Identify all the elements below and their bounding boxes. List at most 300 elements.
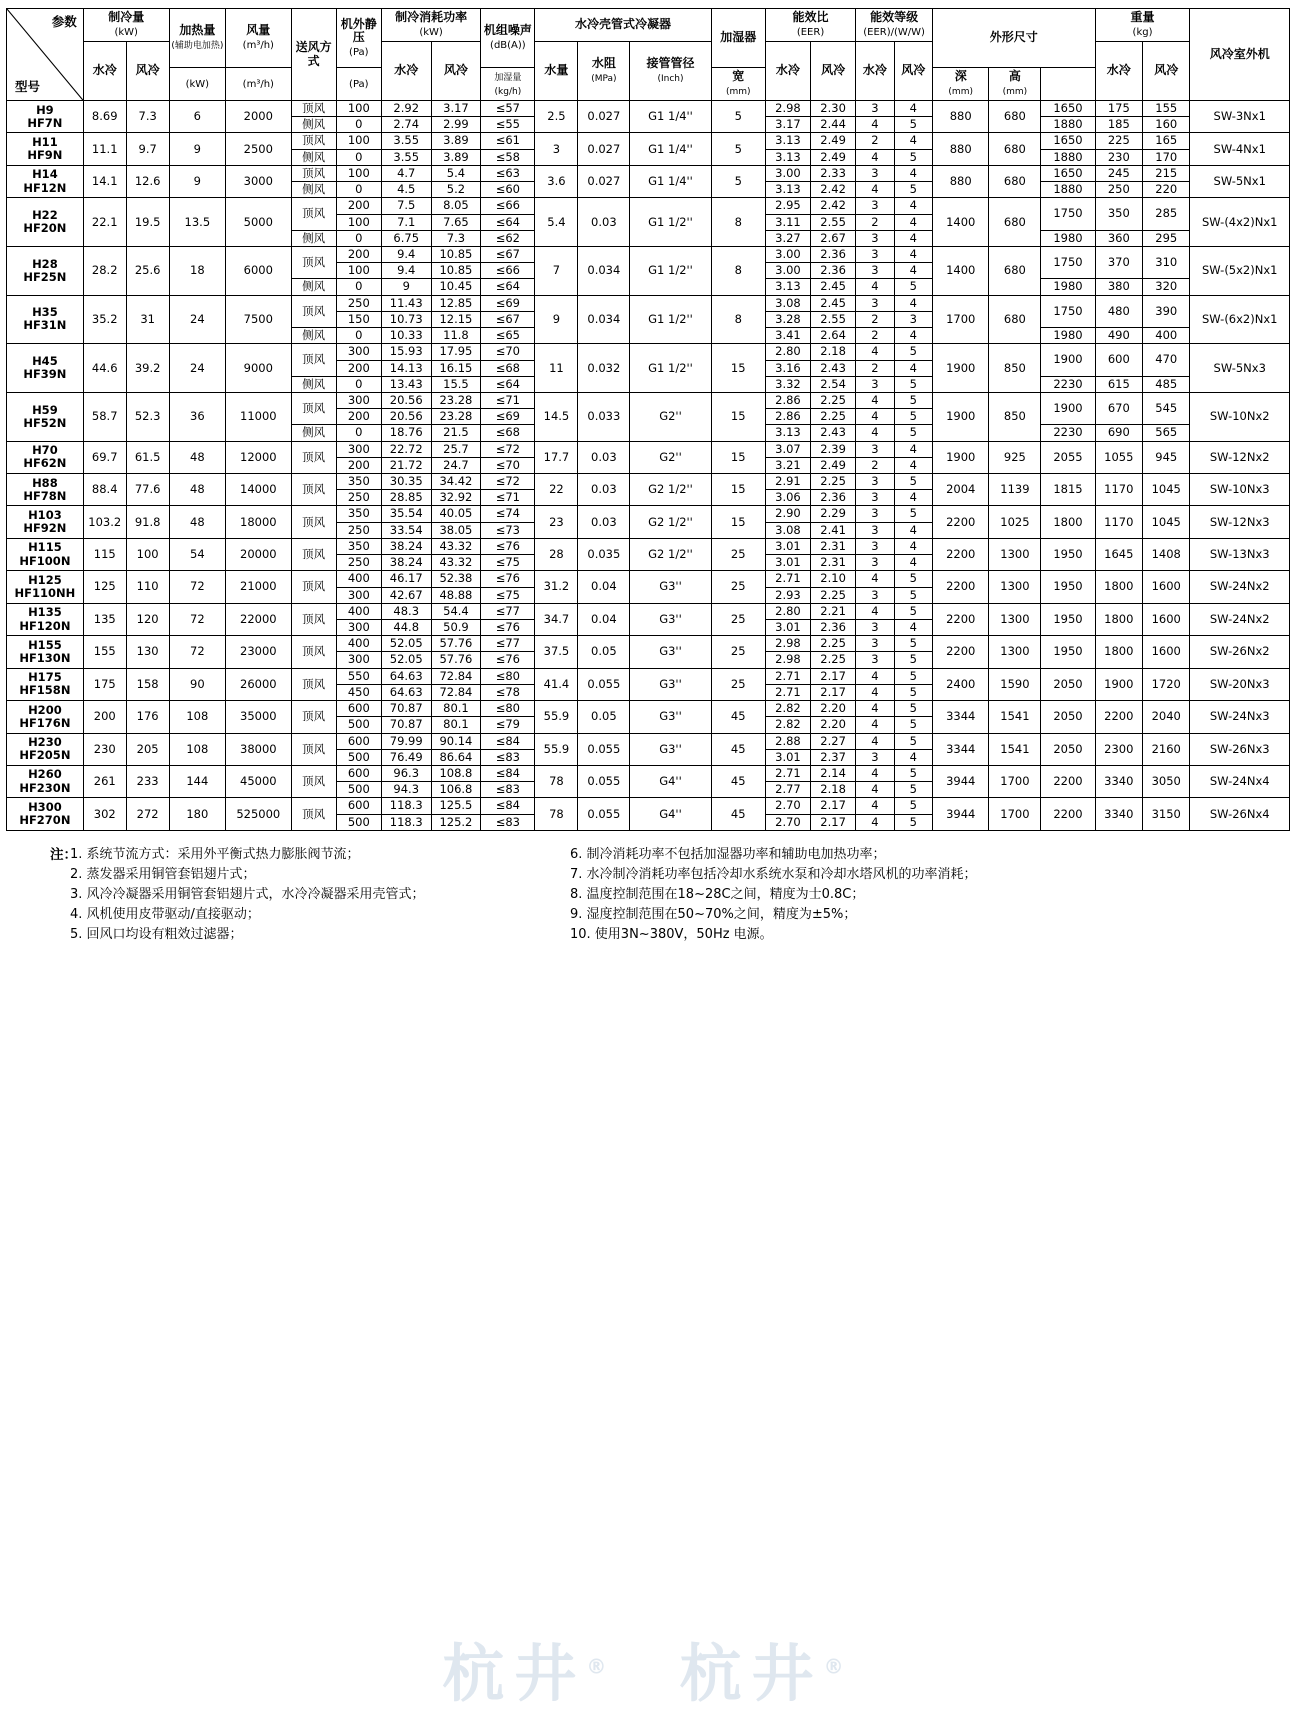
cell-static-pressure: 200 <box>336 198 381 214</box>
header-power-consumption: 制冷消耗功率 (kW) <box>381 9 480 42</box>
cell-eer-air: 2.49 <box>811 149 856 165</box>
cell-cooling-air: 205 <box>126 733 169 765</box>
cell-water-resistance: 0.03 <box>578 441 630 473</box>
table-row <box>7 668 1290 684</box>
cell-grade-air: 5 <box>894 603 932 619</box>
cell-noise: ≤65 <box>481 328 535 344</box>
cell-blow-mode: 顶风 <box>291 295 336 327</box>
cell-weight-air: 1408 <box>1143 538 1190 570</box>
cell-grade-air: 4 <box>894 295 932 311</box>
cell-dim-height: 2050 <box>1041 733 1095 765</box>
cell-weight-water: 1900 <box>1095 668 1142 700</box>
cell-humidifier: 5 <box>711 165 765 197</box>
table-header <box>7 9 1290 101</box>
cell-weight-water: 185 <box>1095 117 1142 133</box>
cell-static-pressure: 250 <box>336 555 381 571</box>
cell-blow-mode: 顶风 <box>291 246 336 278</box>
cell-power-air: 3.89 <box>431 149 481 165</box>
cell-weight-water: 1800 <box>1095 603 1142 635</box>
cell-pipe-diameter: G4'' <box>630 765 711 797</box>
cell-noise: ≤77 <box>481 636 535 652</box>
cell-noise: ≤61 <box>481 133 535 149</box>
cell-power-water: 70.87 <box>381 701 431 717</box>
cell-eer-air: 2.17 <box>811 814 856 830</box>
cell-eer-air: 2.33 <box>811 165 856 181</box>
cell-pipe-diameter: G1 1/2'' <box>630 295 711 344</box>
cell-dim-width: 880 <box>932 101 988 133</box>
cell-dim-height: 1900 <box>1041 392 1095 424</box>
cell-blow-mode: 顶风 <box>291 133 336 149</box>
cell-grade-air: 5 <box>894 587 932 603</box>
cell-eer-water: 3.08 <box>765 295 810 311</box>
cell-noise: ≤64 <box>481 376 535 392</box>
cell-eer-water: 3.07 <box>765 441 810 457</box>
cell-humidifier: 8 <box>711 198 765 247</box>
cell-humidifier: 45 <box>711 798 765 830</box>
cell-static-pressure: 550 <box>336 668 381 684</box>
cell-power-water: 20.56 <box>381 392 431 408</box>
cell-static-pressure: 600 <box>336 733 381 749</box>
cell-grade-air: 5 <box>894 425 932 441</box>
cell-power-water: 9.4 <box>381 263 431 279</box>
cell-dim-width: 2200 <box>932 571 988 603</box>
cell-grade-air: 5 <box>894 344 932 360</box>
cell-noise: ≤77 <box>481 603 535 619</box>
cell-power-air: 72.84 <box>431 684 481 700</box>
cell-eer-air: 2.44 <box>811 117 856 133</box>
header-weight-air: 风冷 <box>1143 41 1190 100</box>
cell-weight-water: 1055 <box>1095 441 1142 473</box>
header-cooling-air: 风冷 <box>126 41 169 100</box>
cell-heating: 180 <box>169 798 225 830</box>
cell-eer-air: 2.25 <box>811 652 856 668</box>
cell-weight-water: 175 <box>1095 101 1142 117</box>
cell-dim-depth: 1300 <box>989 603 1041 635</box>
cell-model: H59 HF52N <box>7 392 84 441</box>
cell-humidifier: 25 <box>711 538 765 570</box>
cell-eer-air: 2.67 <box>811 230 856 246</box>
cell-dim-height: 1650 <box>1041 101 1095 117</box>
cell-heating: 108 <box>169 733 225 765</box>
cell-dim-height: 1880 <box>1041 182 1095 198</box>
cell-static-pressure: 200 <box>336 246 381 262</box>
cell-noise: ≤69 <box>481 295 535 311</box>
cell-dim-width: 1900 <box>932 392 988 441</box>
cell-heating: 72 <box>169 571 225 603</box>
cell-humidifier: 15 <box>711 474 765 506</box>
cell-weight-water: 360 <box>1095 230 1142 246</box>
cell-air-volume: 18000 <box>226 506 291 538</box>
cell-eer-water: 2.70 <box>765 814 810 830</box>
table-row <box>7 133 1290 149</box>
cell-eer-water: 3.17 <box>765 117 810 133</box>
cell-static-pressure: 300 <box>336 392 381 408</box>
cell-grade-water: 3 <box>856 474 894 490</box>
cell-dim-width: 3944 <box>932 798 988 830</box>
cell-pipe-diameter: G2'' <box>630 441 711 473</box>
cell-dim-depth: 850 <box>989 344 1041 393</box>
cell-water-flow: 31.2 <box>535 571 578 603</box>
cell-cooling-air: 91.8 <box>126 506 169 538</box>
header-air-volume: 风量 (m³/h) <box>226 9 291 68</box>
header-dim-height: 高 (mm) <box>989 68 1041 101</box>
cell-grade-water: 2 <box>856 133 894 149</box>
cell-grade-water: 4 <box>856 149 894 165</box>
cell-cooling-air: 52.3 <box>126 392 169 441</box>
cell-eer-air: 2.14 <box>811 765 856 781</box>
cell-eer-air: 2.17 <box>811 668 856 684</box>
cell-grade-air: 4 <box>894 457 932 473</box>
cell-eer-air: 2.39 <box>811 441 856 457</box>
cell-static-pressure: 0 <box>336 425 381 441</box>
cell-grade-water: 3 <box>856 587 894 603</box>
cell-eer-water: 3.00 <box>765 165 810 181</box>
cell-noise: ≤83 <box>481 782 535 798</box>
cell-power-air: 15.5 <box>431 376 481 392</box>
cell-pipe-diameter: G3'' <box>630 668 711 700</box>
cell-power-air: 125.2 <box>431 814 481 830</box>
cell-power-water: 70.87 <box>381 717 431 733</box>
cell-outdoor-unit: SW-24Nx4 <box>1190 765 1290 797</box>
cell-eer-water: 2.90 <box>765 506 810 522</box>
cell-eer-air: 2.31 <box>811 555 856 571</box>
header-noise: 机组噪声 (dB(A)) <box>481 9 535 68</box>
cell-weight-air: 285 <box>1143 198 1190 230</box>
cell-power-air: 50.9 <box>431 620 481 636</box>
cell-weight-air: 160 <box>1143 117 1190 133</box>
cell-dim-height: 2230 <box>1041 425 1095 441</box>
cell-static-pressure: 500 <box>336 782 381 798</box>
cell-blow-mode: 顶风 <box>291 636 336 668</box>
cell-grade-water: 4 <box>856 668 894 684</box>
cell-static-pressure: 0 <box>336 117 381 133</box>
cell-heating: 36 <box>169 392 225 441</box>
cell-eer-water: 2.70 <box>765 798 810 814</box>
cell-weight-air: 2160 <box>1143 733 1190 765</box>
note-item: 2. 蒸发器采用铜管套铝翅片式； <box>70 866 256 882</box>
cell-pipe-diameter: G1 1/4'' <box>630 101 711 133</box>
cell-grade-water: 3 <box>856 165 894 181</box>
cell-blow-mode: 侧风 <box>291 279 336 295</box>
cell-pipe-diameter: G3'' <box>630 733 711 765</box>
cell-water-flow: 9 <box>535 295 578 344</box>
cell-power-air: 108.8 <box>431 765 481 781</box>
cell-static-pressure: 0 <box>336 230 381 246</box>
cell-water-flow: 17.7 <box>535 441 578 473</box>
header-air-unit: (m³/h) <box>226 68 291 101</box>
cell-power-air: 11.8 <box>431 328 481 344</box>
cell-cooling-water: 230 <box>83 733 126 765</box>
cell-model: H103 HF92N <box>7 506 84 538</box>
cell-model: H88 HF78N <box>7 474 84 506</box>
cell-blow-mode: 顶风 <box>291 198 336 230</box>
cell-weight-water: 370 <box>1095 246 1142 278</box>
cell-weight-air: 220 <box>1143 182 1190 198</box>
cell-grade-water: 4 <box>856 603 894 619</box>
cell-eer-air: 2.25 <box>811 392 856 408</box>
cell-weight-air: 2040 <box>1143 701 1190 733</box>
cell-grade-water: 4 <box>856 798 894 814</box>
cell-power-air: 12.85 <box>431 295 481 311</box>
cell-outdoor-unit: SW-26Nx2 <box>1190 636 1290 668</box>
cell-dim-height: 1815 <box>1041 474 1095 506</box>
cell-eer-water: 2.82 <box>765 717 810 733</box>
cell-weight-air: 1045 <box>1143 506 1190 538</box>
cell-cooling-air: 77.6 <box>126 474 169 506</box>
cell-weight-air: 295 <box>1143 230 1190 246</box>
cell-dim-height: 1980 <box>1041 328 1095 344</box>
cell-grade-air: 4 <box>894 165 932 181</box>
cell-power-water: 4.5 <box>381 182 431 198</box>
cell-model: H70 HF62N <box>7 441 84 473</box>
cell-cooling-water: 175 <box>83 668 126 700</box>
cell-outdoor-unit: SW-12Nx2 <box>1190 441 1290 473</box>
cell-humidifier: 25 <box>711 668 765 700</box>
cell-grade-air: 5 <box>894 392 932 408</box>
cell-humidifier: 25 <box>711 571 765 603</box>
cell-power-air: 23.28 <box>431 409 481 425</box>
cell-noise: ≤84 <box>481 765 535 781</box>
cell-power-water: 7.5 <box>381 198 431 214</box>
cell-model: H14 HF12N <box>7 165 84 197</box>
cell-power-air: 3.17 <box>431 101 481 117</box>
cell-grade-air: 5 <box>894 652 932 668</box>
cell-cooling-water: 103.2 <box>83 506 126 538</box>
cell-power-air: 10.45 <box>431 279 481 295</box>
cell-grade-water: 4 <box>856 182 894 198</box>
cell-heating: 108 <box>169 701 225 733</box>
cell-grade-water: 4 <box>856 684 894 700</box>
header-outdoor-unit: 风冷室外机 <box>1190 9 1290 101</box>
cell-noise: ≤71 <box>481 392 535 408</box>
cell-blow-mode: 侧风 <box>291 149 336 165</box>
cell-water-resistance: 0.055 <box>578 765 630 797</box>
cell-static-pressure: 200 <box>336 409 381 425</box>
cell-eer-air: 2.25 <box>811 587 856 603</box>
cell-blow-mode: 侧风 <box>291 328 336 344</box>
cell-weight-water: 480 <box>1095 295 1142 327</box>
cell-power-water: 46.17 <box>381 571 431 587</box>
cell-static-pressure: 0 <box>336 149 381 165</box>
cell-cooling-air: 110 <box>126 571 169 603</box>
notes-section <box>6 845 1290 946</box>
cell-cooling-water: 35.2 <box>83 295 126 344</box>
cell-eer-air: 2.45 <box>811 279 856 295</box>
cell-weight-air: 3050 <box>1143 765 1190 797</box>
cell-power-air: 43.32 <box>431 538 481 554</box>
cell-weight-water: 670 <box>1095 392 1142 424</box>
cell-model: H11 HF9N <box>7 133 84 165</box>
cell-static-pressure: 300 <box>336 344 381 360</box>
cell-dim-height: 1750 <box>1041 295 1095 327</box>
cell-grade-air: 5 <box>894 684 932 700</box>
cell-eer-air: 2.17 <box>811 684 856 700</box>
cell-weight-air: 1600 <box>1143 571 1190 603</box>
cell-power-air: 12.15 <box>431 311 481 327</box>
cell-grade-water: 4 <box>856 765 894 781</box>
cell-grade-air: 4 <box>894 101 932 117</box>
cell-eer-air: 2.49 <box>811 457 856 473</box>
cell-humidifier: 8 <box>711 246 765 295</box>
cell-air-volume: 5000 <box>226 198 291 247</box>
cell-model: H230 HF205N <box>7 733 84 765</box>
cell-power-water: 28.85 <box>381 490 431 506</box>
cell-dim-height: 1980 <box>1041 230 1095 246</box>
cell-dim-height: 1880 <box>1041 149 1095 165</box>
cell-dim-depth: 680 <box>989 295 1041 344</box>
cell-noise: ≤76 <box>481 571 535 587</box>
cell-power-water: 9 <box>381 279 431 295</box>
cell-power-air: 52.38 <box>431 571 481 587</box>
cell-grade-air: 5 <box>894 798 932 814</box>
cell-eer-air: 2.25 <box>811 474 856 490</box>
cell-power-water: 2.74 <box>381 117 431 133</box>
header-dim-width: 宽 (mm) <box>711 68 765 101</box>
cell-water-flow: 2.5 <box>535 101 578 133</box>
cell-eer-air: 2.27 <box>811 733 856 749</box>
cell-grade-water: 2 <box>856 214 894 230</box>
cell-dim-depth: 1139 <box>989 474 1041 506</box>
cell-static-pressure: 200 <box>336 360 381 376</box>
cell-grade-air: 4 <box>894 749 932 765</box>
cell-grade-water: 4 <box>856 782 894 798</box>
cell-grade-water: 3 <box>856 295 894 311</box>
cell-cooling-water: 200 <box>83 701 126 733</box>
cell-humidifier: 15 <box>711 392 765 441</box>
cell-static-pressure: 500 <box>336 749 381 765</box>
cell-static-pressure: 300 <box>336 441 381 457</box>
cell-blow-mode: 顶风 <box>291 701 336 733</box>
cell-eer-water: 2.86 <box>765 392 810 408</box>
cell-dim-height: 1750 <box>1041 246 1095 278</box>
cell-dim-width: 2200 <box>932 506 988 538</box>
cell-air-volume: 9000 <box>226 344 291 393</box>
note-item: 5. 回风口均设有粗效过滤器； <box>70 927 243 943</box>
cell-power-air: 54.4 <box>431 603 481 619</box>
cell-noise: ≤84 <box>481 733 535 749</box>
cell-noise: ≤63 <box>481 165 535 181</box>
header-eer-water: 水冷 <box>765 41 810 100</box>
cell-eer-water: 3.00 <box>765 246 810 262</box>
cell-outdoor-unit: SW-13Nx3 <box>1190 538 1290 570</box>
cell-heating: 9 <box>169 133 225 165</box>
cell-power-water: 13.43 <box>381 376 431 392</box>
cell-eer-water: 3.13 <box>765 425 810 441</box>
cell-weight-water: 3340 <box>1095 765 1142 797</box>
cell-eer-water: 3.21 <box>765 457 810 473</box>
cell-power-water: 42.67 <box>381 587 431 603</box>
cell-model: H9 HF7N <box>7 101 84 133</box>
cell-grade-air: 4 <box>894 538 932 554</box>
cell-power-air: 23.28 <box>431 392 481 408</box>
cell-eer-water: 3.27 <box>765 230 810 246</box>
cell-water-flow: 37.5 <box>535 636 578 668</box>
cell-weight-water: 1170 <box>1095 474 1142 506</box>
cell-blow-mode: 顶风 <box>291 798 336 830</box>
cell-eer-air: 2.30 <box>811 101 856 117</box>
cell-dim-depth: 1590 <box>989 668 1041 700</box>
cell-model: H115 HF100N <box>7 538 84 570</box>
cell-blow-mode: 顶风 <box>291 571 336 603</box>
table-row <box>7 101 1290 117</box>
cell-dim-width: 1700 <box>932 295 988 344</box>
cell-eer-air: 2.43 <box>811 425 856 441</box>
cell-power-water: 20.56 <box>381 409 431 425</box>
cell-cooling-water: 155 <box>83 636 126 668</box>
cell-static-pressure: 300 <box>336 587 381 603</box>
cell-noise: ≤64 <box>481 279 535 295</box>
cell-heating: 48 <box>169 506 225 538</box>
cell-noise: ≤83 <box>481 814 535 830</box>
cell-power-air: 38.05 <box>431 522 481 538</box>
cell-eer-air: 2.45 <box>811 295 856 311</box>
cell-weight-water: 1170 <box>1095 506 1142 538</box>
cell-power-air: 8.05 <box>431 198 481 214</box>
cell-dim-depth: 850 <box>989 392 1041 441</box>
cell-grade-air: 4 <box>894 263 932 279</box>
cell-heating: 144 <box>169 765 225 797</box>
cell-power-water: 64.63 <box>381 684 431 700</box>
cell-static-pressure: 400 <box>336 571 381 587</box>
cell-power-air: 7.3 <box>431 230 481 246</box>
cell-noise: ≤64 <box>481 214 535 230</box>
cell-outdoor-unit: SW-12Nx3 <box>1190 506 1290 538</box>
cell-air-volume: 3000 <box>226 165 291 197</box>
cell-cooling-air: 31 <box>126 295 169 344</box>
cell-eer-water: 3.13 <box>765 182 810 198</box>
cell-water-resistance: 0.04 <box>578 571 630 603</box>
cell-static-pressure: 200 <box>336 457 381 473</box>
cell-noise: ≤60 <box>481 182 535 198</box>
cell-dim-height: 2055 <box>1041 441 1095 473</box>
cell-cooling-air: 158 <box>126 668 169 700</box>
cell-grade-water: 4 <box>856 392 894 408</box>
cell-dim-depth: 1300 <box>989 571 1041 603</box>
cell-grade-air: 4 <box>894 230 932 246</box>
cell-dim-width: 3344 <box>932 701 988 733</box>
cell-power-water: 10.33 <box>381 328 431 344</box>
cell-blow-mode: 顶风 <box>291 765 336 797</box>
cell-grade-water: 4 <box>856 425 894 441</box>
header-heating-capacity: 加热量 (辅助电加热) <box>169 9 225 68</box>
cell-blow-mode: 顶风 <box>291 506 336 538</box>
cell-power-air: 34.42 <box>431 474 481 490</box>
cell-heating: 72 <box>169 636 225 668</box>
cell-pipe-diameter: G1 1/4'' <box>630 165 711 197</box>
cell-dim-width: 2200 <box>932 538 988 570</box>
cell-noise: ≤71 <box>481 490 535 506</box>
cell-static-pressure: 100 <box>336 263 381 279</box>
cell-weight-air: 155 <box>1143 101 1190 117</box>
cell-cooling-air: 176 <box>126 701 169 733</box>
cell-air-volume: 525000 <box>226 798 291 830</box>
cell-pipe-diameter: G3'' <box>630 571 711 603</box>
specification-table <box>6 8 1290 831</box>
cell-dim-depth: 1700 <box>989 798 1041 830</box>
cell-power-air: 57.76 <box>431 636 481 652</box>
cell-pipe-diameter: G1 1/2'' <box>630 198 711 247</box>
cell-eer-water: 3.01 <box>765 555 810 571</box>
cell-water-resistance: 0.03 <box>578 198 630 247</box>
cell-noise: ≤72 <box>481 474 535 490</box>
cell-model: H135 HF120N <box>7 603 84 635</box>
cell-heating: 54 <box>169 538 225 570</box>
cell-power-water: 118.3 <box>381 814 431 830</box>
note-item: 1. 系统节流方式：采用外平衡式热力膨胀阀节流； <box>70 846 360 862</box>
cell-grade-water: 3 <box>856 652 894 668</box>
cell-power-air: 7.65 <box>431 214 481 230</box>
notes-column-left <box>70 845 570 946</box>
